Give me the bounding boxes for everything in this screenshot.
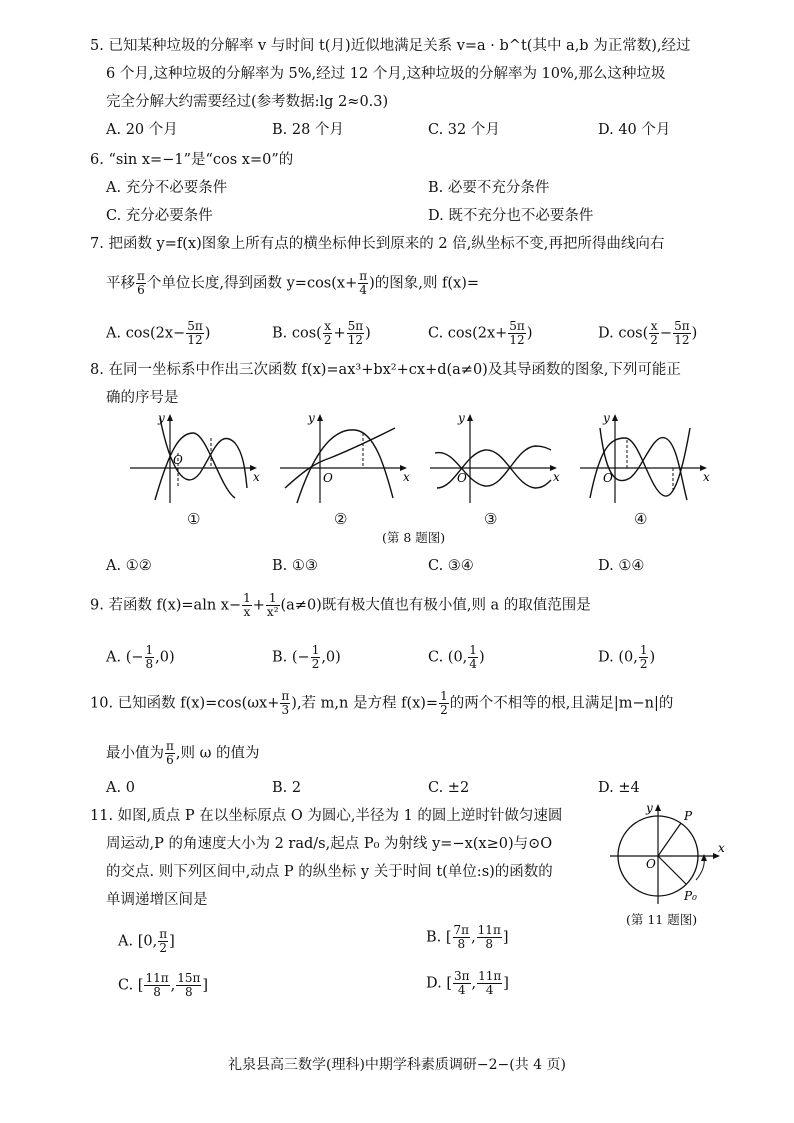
opt-frac xyxy=(673,320,691,347)
curve-a xyxy=(155,433,235,500)
q7-line2 xyxy=(106,270,479,297)
opt-pre: B. (− xyxy=(272,649,310,666)
q7-option-a xyxy=(106,320,210,347)
opt-frac xyxy=(144,972,169,999)
q9-mid: + xyxy=(252,597,265,614)
frac-num: 1 xyxy=(440,689,448,703)
q8-fig-label-1: ① xyxy=(187,510,201,528)
q8-graph-1 xyxy=(125,408,265,508)
frac-den: 4 xyxy=(485,983,494,997)
frac-num: π xyxy=(137,269,145,283)
opt-post: ] xyxy=(202,977,209,994)
frac-num: 3π xyxy=(453,969,470,983)
q9-option-a xyxy=(106,644,175,671)
q10-line2-post: ,则 ω 的值为 xyxy=(175,745,260,762)
frac-num: x xyxy=(650,319,658,333)
opt-frac xyxy=(639,644,649,671)
opt-pre: D. [ xyxy=(426,975,452,992)
q11-caption: (第 11 题图) xyxy=(626,912,698,927)
q7-line2-c: )的图象,则 f(x)= xyxy=(369,275,480,292)
q9-line1 xyxy=(90,592,591,619)
q10-mid: ),若 m,n 是方程 f(x)= xyxy=(291,695,439,712)
q10-frac3 xyxy=(165,740,175,767)
frac-den: x² xyxy=(266,605,279,619)
point-p0-label: P₀ xyxy=(684,889,697,903)
frac-den: x xyxy=(243,605,251,619)
q11-line2: 周运动,P 的角速度大小为 2 rad/s,起点 P₀ 为射线 y=−x(x≥0)与⊙O xyxy=(106,836,553,852)
opt-frac xyxy=(649,320,659,347)
opt-post: ] xyxy=(169,933,175,950)
y-label: y xyxy=(458,411,465,425)
opt-post: ,0) xyxy=(321,649,341,666)
y-label: y xyxy=(646,801,653,815)
frac-den: 6 xyxy=(166,753,174,767)
q11-unit-circle-figure xyxy=(608,800,728,908)
opt-frac xyxy=(347,320,365,347)
q7-line2-a: 平移 xyxy=(106,275,135,292)
frac-num: π xyxy=(281,689,290,703)
opt-pre: A. cos(2x− xyxy=(106,325,186,342)
y-axis-arrow xyxy=(612,414,618,421)
q10-frac2 xyxy=(439,690,449,717)
frac-num: 1 xyxy=(311,643,320,657)
opt-post: ,0) xyxy=(155,649,175,666)
q11-line3: 的交点. 则下列区间中,动点 P 的纵坐标 y 关于时间 t(单位:s)的函数的 xyxy=(106,864,553,880)
q11-option-b xyxy=(426,924,509,951)
curve-a xyxy=(285,428,395,488)
frac-num: x xyxy=(324,319,332,333)
frac-num: 11π xyxy=(478,969,502,983)
q7-line2-b: 个单位长度,得到函数 y=cos(x+ xyxy=(146,275,358,292)
q9-post: (a≠0)既有极大值也有极小值,则 a 的取值范围是 xyxy=(280,597,591,614)
q10-option-b: B. 2 xyxy=(272,780,302,796)
frac-den: 4 xyxy=(469,657,477,671)
opt-pre: A. (− xyxy=(106,649,144,666)
frac-den: 8 xyxy=(153,985,161,999)
x-label: x xyxy=(703,470,710,484)
opt-post: ) xyxy=(365,325,371,342)
q8-fig-label-4: ④ xyxy=(634,510,648,528)
frac-num: 1 xyxy=(639,643,648,657)
q5-line1: 5. 已知某种垃圾的分解率 v 与时间 t(月)近似地满足关系 v=a · b^t(其中 a,b 为正常数),经过 xyxy=(90,38,691,54)
opt-pre: B. [ xyxy=(426,929,452,946)
q8-option-b: B. ①③ xyxy=(272,558,318,574)
y-axis-arrow xyxy=(167,414,173,421)
opt-frac xyxy=(453,924,471,951)
opt-frac xyxy=(311,644,321,671)
frac-num: 5π xyxy=(347,319,364,333)
frac-num: 7π xyxy=(453,923,470,937)
q7-line1: 7. 把函数 y=f(x)图象上所有点的横坐标伸长到原来的 2 倍,纵坐标不变,再把所得曲线向右 xyxy=(90,236,665,252)
q8-graph-4 xyxy=(575,408,715,508)
frac-num: 1 xyxy=(469,643,477,657)
q10-line1 xyxy=(90,690,673,717)
opt-pre: C. cos(2x+ xyxy=(428,325,508,342)
frac-den: 8 xyxy=(457,937,466,951)
origin-label: O xyxy=(646,857,656,871)
y-label: y xyxy=(308,411,315,425)
opt-frac xyxy=(176,972,201,999)
frac-num: 5π xyxy=(187,319,203,333)
opt-post: ] xyxy=(503,975,509,992)
q10-pre: 10. 已知函数 f(x)=cos(ωx+ xyxy=(90,695,280,712)
q8-option-d: D. ①④ xyxy=(598,558,645,574)
frac-den: 12 xyxy=(187,333,203,347)
q8-fig-label-3: ③ xyxy=(484,510,498,528)
q7-option-b xyxy=(272,320,371,347)
frac-den: 2 xyxy=(323,333,332,347)
q9-option-c xyxy=(428,644,485,671)
opt-frac xyxy=(477,924,502,951)
y-label: y xyxy=(603,411,610,425)
frac-den: 3 xyxy=(281,703,290,717)
q8-line1: 8. 在同一坐标系中作出三次函数 f(x)=ax³+bx²+cx+d(a≠0)及其导函数的图象,下列可能正 xyxy=(90,362,681,378)
opt-post: ) xyxy=(649,649,656,666)
opt-pre: D. cos( xyxy=(598,325,649,342)
opt-post: ) xyxy=(526,325,533,342)
q5-option-b: B. 28 个月 xyxy=(272,122,344,138)
q8-graph-2 xyxy=(275,408,415,508)
x-label: x xyxy=(253,470,260,484)
origin-label: O xyxy=(603,471,613,485)
frac-den: 12 xyxy=(674,333,690,347)
opt-frac xyxy=(453,970,471,997)
q9-option-b xyxy=(272,644,341,671)
frac-den: 8 xyxy=(184,985,193,999)
opt-mid: , xyxy=(471,929,476,946)
frac-den: 2 xyxy=(440,703,448,717)
opt-frac xyxy=(158,928,168,955)
frac-den: 12 xyxy=(347,333,364,347)
q11-option-d xyxy=(426,970,509,997)
q10-line2 xyxy=(106,740,260,767)
opt-frac xyxy=(468,644,478,671)
curve-a xyxy=(590,428,690,498)
frac-den: 4 xyxy=(359,283,367,297)
q5-line2: 6 个月,这种垃圾的分解率为 5%,经过 12 个月,这种垃圾的分解率为 10%,那么这种垃圾 xyxy=(106,66,666,82)
q8-graph-3 xyxy=(425,408,565,508)
q6-option-c: C. 充分必要条件 xyxy=(106,208,213,224)
opt-post: ) xyxy=(691,325,698,342)
radius-op xyxy=(658,823,681,856)
frac-num: π xyxy=(359,269,368,283)
x-label: x xyxy=(553,470,560,484)
q10-option-d: D. ±4 xyxy=(598,780,640,796)
opt-post: ) xyxy=(478,649,485,666)
frac-num: π xyxy=(159,927,168,941)
q10-line2-pre: 最小值为 xyxy=(106,745,164,762)
opt-pre: C. [ xyxy=(118,977,144,994)
q6-option-b: B. 必要不充分条件 xyxy=(428,180,550,196)
opt-mid: , xyxy=(170,977,176,994)
opt-mid: , xyxy=(471,975,477,992)
q10-option-a: A. 0 xyxy=(106,780,135,796)
q9-frac1 xyxy=(242,592,252,619)
opt-mid: + xyxy=(333,325,346,342)
frac-den: 2 xyxy=(311,657,320,671)
frac-num: 11π xyxy=(477,923,501,937)
y-axis-arrow xyxy=(655,804,661,811)
frac-den: 4 xyxy=(457,983,466,997)
opt-pre: C. (0, xyxy=(428,649,468,666)
frac-num: 11π xyxy=(145,971,169,985)
origin-label: O xyxy=(173,453,183,467)
q10-option-c: C. ±2 xyxy=(428,780,470,796)
q11-option-a xyxy=(118,928,175,955)
frac-num: 1 xyxy=(266,592,280,606)
q8-fig-label-2: ② xyxy=(334,510,348,528)
q9-frac2 xyxy=(266,592,280,619)
y-axis-arrow xyxy=(317,414,323,421)
q9-pre: 9. 若函数 f(x)=aln x− xyxy=(90,597,242,614)
q5-option-c: C. 32 个月 xyxy=(428,122,500,138)
x-label: x xyxy=(403,470,410,484)
frac-num: 15π xyxy=(177,971,201,985)
rotation-arrow xyxy=(701,854,707,861)
opt-pre: B. cos( xyxy=(272,325,322,342)
q5-line3: 完全分解大约需要经过(参考数据:lg 2≈0.3) xyxy=(106,94,389,110)
origin-label: O xyxy=(323,471,333,485)
q7-option-d xyxy=(598,320,697,347)
opt-frac xyxy=(186,320,204,347)
q6-line1: 6. “sin x=−1”是“cos x=0”的 xyxy=(90,152,294,168)
opt-post: ) xyxy=(204,325,211,342)
q6-option-a: A. 充分不必要条件 xyxy=(106,180,228,196)
q10-frac1 xyxy=(280,690,290,717)
opt-frac xyxy=(477,970,502,997)
point-p-label: P xyxy=(684,809,693,823)
frac-num: π xyxy=(166,739,174,753)
y-axis-arrow xyxy=(467,414,473,421)
frac-num: 1 xyxy=(145,643,154,657)
frac-num: 5π xyxy=(674,319,690,333)
q11-line1: 11. 如图,质点 P 在以坐标原点 O 为圆心,半径为 1 的圆上逆时针做匀速圆 xyxy=(90,808,563,824)
q11-option-c xyxy=(118,972,208,999)
frac-den: 12 xyxy=(509,333,525,347)
q7-frac-pi4 xyxy=(358,270,368,297)
q8-option-c: C. ③④ xyxy=(428,558,474,574)
y-label: y xyxy=(158,411,165,425)
q8-option-a: A. ①② xyxy=(106,558,152,574)
origin-label: O xyxy=(457,471,467,485)
opt-frac xyxy=(323,320,333,347)
opt-post: ] xyxy=(502,929,509,946)
q10-post: 的两个不相等的根,且满足|m−n|的 xyxy=(449,695,674,712)
q11-line4: 单调递增区间是 xyxy=(106,892,208,908)
q9-option-d xyxy=(598,644,655,671)
frac-num: 5π xyxy=(509,319,525,333)
q7-frac-pi6 xyxy=(136,270,146,297)
page-footer: 礼泉县高三数学(理科)中期学科素质调研−2−(共 4 页) xyxy=(227,1057,567,1073)
frac-den: 2 xyxy=(639,657,648,671)
q8-line2: 确的序号是 xyxy=(106,390,179,406)
opt-frac xyxy=(508,320,526,347)
frac-den: 2 xyxy=(650,333,658,347)
x-label: x xyxy=(718,841,725,855)
radius-op0 xyxy=(658,856,686,884)
q8-caption: (第 8 题图) xyxy=(382,530,446,545)
frac-den: 2 xyxy=(159,941,167,955)
q7-option-c xyxy=(428,320,533,347)
frac-den: 8 xyxy=(145,657,154,671)
q5-option-a: A. 20 个月 xyxy=(106,122,178,138)
opt-pre: D. (0, xyxy=(598,649,638,666)
q6-option-d: D. 既不充分也不必要条件 xyxy=(428,208,594,224)
curve-b xyxy=(297,430,393,503)
q5-option-d: D. 40 个月 xyxy=(598,122,671,138)
frac-den: 6 xyxy=(137,283,145,297)
opt-frac xyxy=(145,644,155,671)
curve-b xyxy=(437,450,551,488)
frac-den: 8 xyxy=(485,937,494,951)
opt-pre: A. [0, xyxy=(118,933,158,950)
opt-mid: − xyxy=(659,325,673,342)
frac-num: 1 xyxy=(243,591,251,605)
